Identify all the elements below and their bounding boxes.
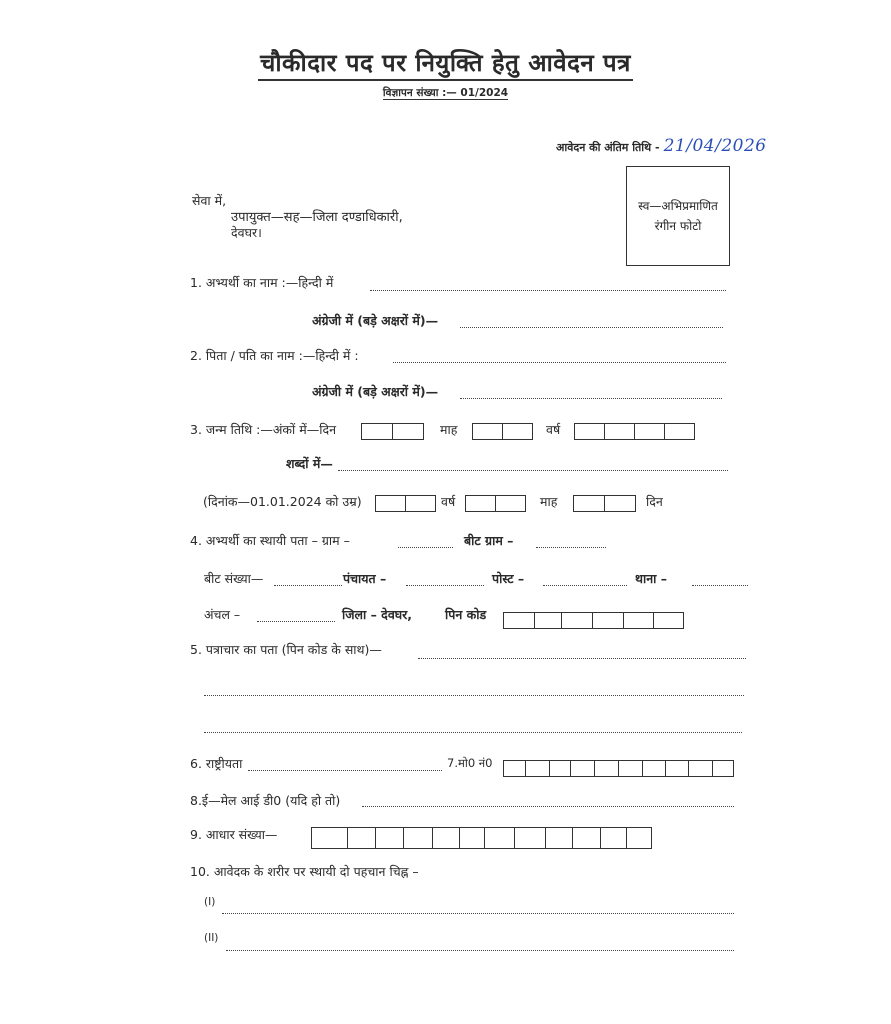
entry-box-cell[interactable]: [605, 424, 635, 439]
field-1-english-input[interactable]: [460, 327, 723, 328]
dob-words-label: शब्दों में—: [286, 456, 333, 471]
field-3-label: 3. जन्म तिथि :—अंकों में—दिन: [190, 422, 337, 437]
aadhaar-boxes[interactable]: [311, 827, 652, 849]
entry-box-cell[interactable]: [485, 828, 515, 848]
anchal-input[interactable]: [257, 621, 335, 622]
entry-box-cell[interactable]: [312, 828, 348, 848]
mark-1-input[interactable]: [222, 913, 734, 914]
field-1-english-label: अंग्रेजी में (बड़े अक्षरों में)—: [312, 313, 439, 328]
dob-day-boxes[interactable]: [361, 421, 424, 440]
form-title-text: चौकीदार पद पर नियुक्ति हेतु आवेदन पत्र: [258, 49, 633, 81]
entry-box-group[interactable]: [472, 423, 533, 440]
entry-box-cell[interactable]: [562, 613, 593, 628]
field-9-label: 9. आधार संख्या—: [190, 827, 278, 842]
jila-label: जिला – देवघर,: [342, 607, 413, 622]
entry-box-cell[interactable]: [713, 761, 733, 776]
dob-month-boxes[interactable]: [472, 421, 533, 440]
entry-box-cell[interactable]: [665, 424, 694, 439]
beet-gram-input[interactable]: [536, 547, 606, 548]
pin-boxes[interactable]: [503, 610, 684, 629]
photo-box-line1: स्व—अभिप्रमाणित: [638, 199, 718, 213]
field-1-hindi-input[interactable]: [370, 290, 726, 291]
entry-box-cell[interactable]: [535, 613, 562, 628]
mobile-boxes[interactable]: [503, 758, 734, 777]
entry-box-cell[interactable]: [666, 761, 689, 776]
entry-box-cell[interactable]: [503, 424, 532, 439]
anchal-label: अंचल –: [204, 607, 241, 622]
deadline: [556, 136, 767, 156]
entry-box-cell[interactable]: [619, 761, 643, 776]
entry-box-cell[interactable]: [362, 424, 393, 439]
form-title: [0, 46, 891, 79]
entry-box-cell[interactable]: [571, 761, 595, 776]
entry-box-cell[interactable]: [504, 761, 526, 776]
correspondence-address-line2[interactable]: [204, 695, 744, 696]
entry-box-group[interactable]: [375, 495, 436, 512]
entry-box-cell[interactable]: [404, 828, 433, 848]
correspondence-address-line3[interactable]: [204, 732, 742, 733]
entry-box-cell[interactable]: [515, 828, 546, 848]
entry-box-cell[interactable]: [433, 828, 460, 848]
entry-box-cell[interactable]: [601, 828, 627, 848]
advertisement-number: [0, 86, 891, 100]
deadline-label: आवेदन की अंतिम तिथि -: [556, 141, 660, 154]
entry-box-cell[interactable]: [574, 496, 605, 511]
age-year-label: वर्ष: [441, 494, 456, 509]
age-day-label: दिन: [646, 494, 663, 509]
dob-year-boxes[interactable]: [574, 421, 695, 440]
field-7-label: 7.मो0 नं0: [447, 756, 493, 770]
addressee-line2: देवघर।: [231, 225, 262, 240]
nationality-input[interactable]: [248, 770, 442, 771]
field-2-english-label: अंग्रेजी में (बड़े अक्षरों में)—: [312, 384, 439, 399]
entry-box-cell[interactable]: [376, 496, 406, 511]
pin-label: पिन कोड: [445, 607, 487, 622]
entry-box-group[interactable]: [503, 760, 734, 777]
age-year-boxes[interactable]: [375, 493, 436, 512]
mark-1-label: (I): [204, 896, 216, 908]
field-6-label: 6. राष्ट्रीयता: [190, 756, 243, 771]
beet-sankhya-input[interactable]: [274, 585, 342, 586]
field-10-label: 10. आवेदक के शरीर पर स्थायी दो पहचान चिह्न –: [190, 864, 419, 879]
entry-box-cell[interactable]: [504, 613, 535, 628]
beet-gram-label: बीट ग्राम –: [464, 533, 514, 548]
entry-box-cell[interactable]: [550, 761, 571, 776]
entry-box-cell[interactable]: [635, 424, 665, 439]
entry-box-cell[interactable]: [575, 424, 605, 439]
age-month-boxes[interactable]: [465, 493, 526, 512]
entry-box-cell[interactable]: [605, 496, 635, 511]
deadline-value: 21/04/2026: [663, 136, 767, 156]
entry-box-cell[interactable]: [526, 761, 550, 776]
gram-input[interactable]: [398, 547, 453, 548]
photo-box-line2: रंगीन फोटो: [654, 219, 702, 233]
field-2-hindi-input[interactable]: [393, 362, 726, 363]
panchayat-label: पंचायत –: [343, 571, 387, 586]
entry-box-group[interactable]: [361, 423, 424, 440]
entry-box-group[interactable]: [465, 495, 526, 512]
panchayat-input[interactable]: [406, 585, 484, 586]
post-input[interactable]: [543, 585, 627, 586]
salutation: सेवा में,: [192, 193, 227, 208]
entry-box-cell[interactable]: [593, 613, 624, 628]
entry-box-cell[interactable]: [460, 828, 485, 848]
entry-box-cell[interactable]: [348, 828, 376, 848]
dob-words-input[interactable]: [338, 470, 728, 471]
entry-box-cell[interactable]: [654, 613, 683, 628]
post-label: पोस्ट –: [492, 571, 525, 586]
entry-box-cell[interactable]: [496, 496, 525, 511]
age-label: (दिनांक—01.01.2024 को उम्र): [203, 494, 362, 509]
field-2-english-input[interactable]: [460, 398, 722, 399]
field-5-label: 5. पत्राचार का पता (पिन कोड के साथ)—: [190, 642, 382, 657]
beet-sankhya-label: बीट संख्या—: [204, 571, 264, 586]
entry-box-cell[interactable]: [624, 613, 654, 628]
mark-2-label: (II): [204, 932, 219, 944]
dob-month-label: माह: [440, 422, 458, 437]
age-month-label: माह: [540, 494, 558, 509]
thana-label: थाना –: [635, 571, 668, 586]
field-8-label: 8.ई—मेल आई डी0 (यदि हो तो): [190, 793, 341, 808]
entry-box-cell[interactable]: [689, 761, 713, 776]
entry-box-group[interactable]: [503, 612, 684, 629]
entry-box-cell[interactable]: [406, 496, 435, 511]
entry-box-cell[interactable]: [376, 828, 404, 848]
advertisement-number-text: विज्ञापन संख्या :— 01/2024: [382, 87, 509, 99]
addressee-line1: उपायुक्त—सह—जिला दण्डाधिकारी,: [231, 210, 403, 225]
entry-box-cell[interactable]: [546, 828, 573, 848]
field-1-label: 1. अभ्यर्थी का नाम :—हिन्दी में: [190, 275, 334, 290]
entry-box-cell[interactable]: [595, 761, 619, 776]
entry-box-cell[interactable]: [393, 424, 423, 439]
entry-box-group[interactable]: [311, 827, 652, 849]
entry-box-group[interactable]: [573, 495, 636, 512]
entry-box-cell[interactable]: [643, 761, 666, 776]
field-4-label: 4. अभ्यर्थी का स्थायी पता – ग्राम –: [190, 533, 350, 548]
photo-box[interactable]: [626, 166, 730, 266]
dob-year-label: वर्ष: [546, 422, 561, 437]
mark-2-input[interactable]: [226, 950, 734, 951]
age-day-boxes[interactable]: [573, 493, 636, 512]
entry-box-group[interactable]: [574, 423, 695, 440]
email-input[interactable]: [362, 806, 734, 807]
entry-box-cell[interactable]: [627, 828, 651, 848]
correspondence-address-line1[interactable]: [418, 658, 746, 659]
thana-input[interactable]: [692, 585, 748, 586]
entry-box-cell[interactable]: [473, 424, 503, 439]
entry-box-cell[interactable]: [466, 496, 496, 511]
field-2-label: 2. पिता / पति का नाम :—हिन्दी में :: [190, 348, 359, 363]
entry-box-cell[interactable]: [573, 828, 601, 848]
